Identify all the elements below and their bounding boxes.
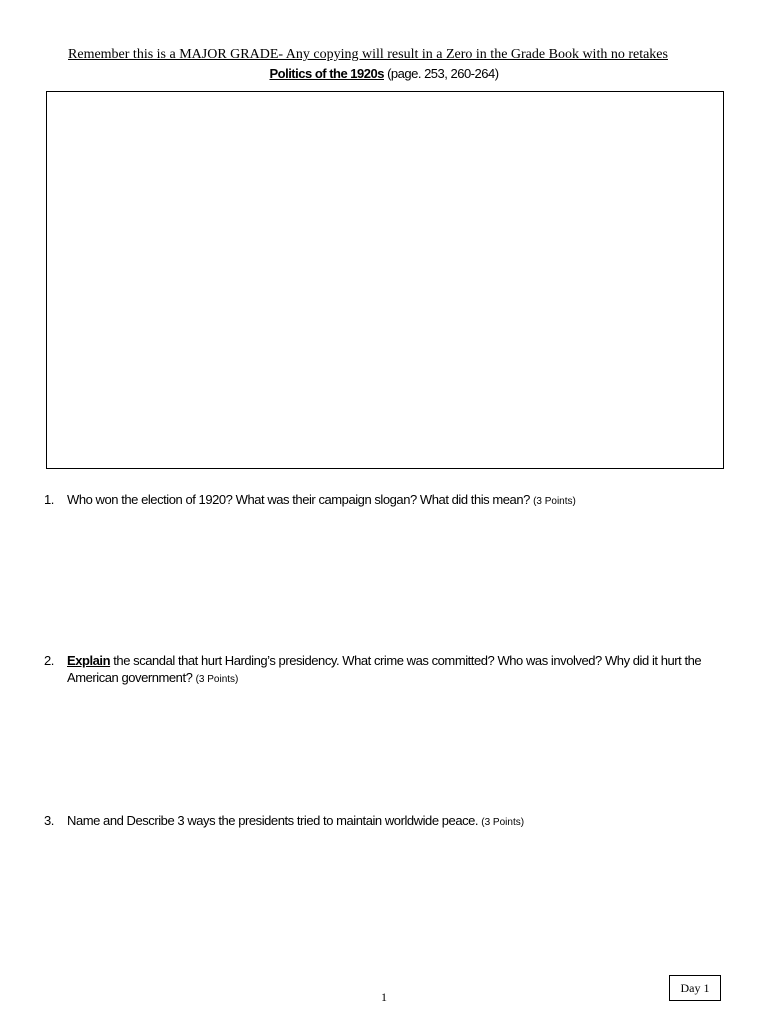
question-body: Who won the election of 1920? What was their campaign slogan? What did this mean? [67, 492, 530, 507]
question-points: (3 Points) [533, 496, 576, 507]
question-body: the scandal that hurt Harding’s presidency. What crime was committed? Who was involved? Why did it hurt the American government? [67, 653, 702, 685]
page-number: 1 [381, 990, 387, 1004]
page-reference: (page. 253, 260-264) [387, 66, 499, 81]
question-number: 2. [44, 653, 54, 668]
question-text [67, 491, 727, 510]
question-number: 1. [44, 492, 54, 507]
question-body: Name and Describe 3 ways the presidents tried to maintain worldwide peace. [67, 813, 479, 828]
question-points: (3 Points) [195, 674, 239, 685]
question-number: 3. [44, 813, 54, 828]
question-points: (3 Points) [481, 817, 525, 828]
worksheet-title: Politics of the 1920s [269, 66, 384, 81]
day-label-box: Day 1 [669, 975, 721, 1001]
question-text [67, 652, 727, 688]
question-3 [44, 812, 724, 832]
answer-box[interactable] [46, 91, 724, 469]
question-2 [44, 652, 724, 692]
question-1 [44, 491, 724, 511]
worksheet-title-line [0, 66, 768, 81]
question-lead-word: Explain [67, 653, 111, 668]
grade-warning: Remember this is a MAJOR GRADE- Any copying will result in a Zero in the Grade Book with no retakes [68, 47, 668, 62]
question-text [67, 812, 727, 831]
